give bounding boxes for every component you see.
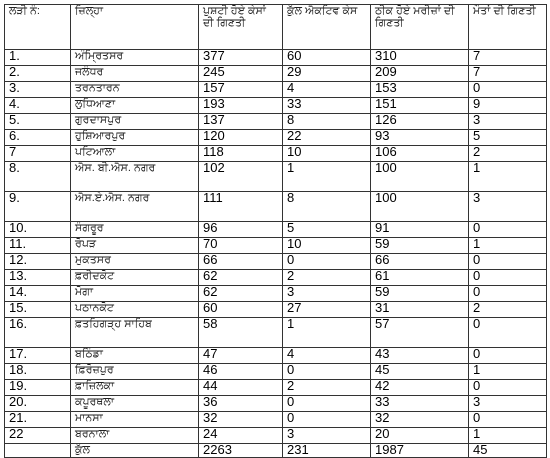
cell-deaths: 0 bbox=[469, 412, 547, 428]
cell-active: 60 bbox=[283, 50, 371, 66]
cell-serial: 14. bbox=[5, 286, 71, 302]
cell-deaths: 5 bbox=[469, 130, 547, 146]
cell-serial: 7 bbox=[5, 146, 71, 162]
cell-deaths: 0 bbox=[469, 286, 547, 302]
table-row bbox=[5, 130, 547, 146]
cell-serial: 20. bbox=[5, 396, 71, 412]
cell-serial: 10. bbox=[5, 222, 71, 238]
cell-confirmed: 32 bbox=[199, 412, 283, 428]
district-name: ਗੁਰਦਾਸਪੁਰ bbox=[75, 114, 122, 126]
cell-active: 27 bbox=[283, 302, 371, 318]
cell-recovered: 310 bbox=[371, 50, 469, 66]
table-row bbox=[5, 318, 547, 348]
cell-recovered: 42 bbox=[371, 380, 469, 396]
cell-district bbox=[71, 146, 199, 162]
cell-confirmed: 47 bbox=[199, 348, 283, 364]
cell-serial: 3. bbox=[5, 82, 71, 98]
cell-deaths: 2 bbox=[469, 302, 547, 318]
cell-serial: 18. bbox=[5, 364, 71, 380]
cell-active: 3 bbox=[283, 286, 371, 302]
cell-serial: 2. bbox=[5, 66, 71, 82]
cell-deaths: 0 bbox=[469, 222, 547, 238]
cell-serial: 13. bbox=[5, 270, 71, 286]
cell-recovered: 126 bbox=[371, 114, 469, 130]
cell-deaths: 1 bbox=[469, 238, 547, 254]
cell-serial bbox=[5, 444, 71, 458]
table-row bbox=[5, 50, 547, 66]
cell-recovered: 91 bbox=[371, 222, 469, 238]
cell-confirmed: 111 bbox=[199, 192, 283, 222]
table-row bbox=[5, 348, 547, 364]
cell-total-deaths: 45 bbox=[469, 444, 547, 458]
cell-recovered: 100 bbox=[371, 162, 469, 192]
cell-deaths: 3 bbox=[469, 192, 547, 222]
cell-district bbox=[71, 98, 199, 114]
cell-deaths: 1 bbox=[469, 428, 547, 444]
cell-active: 2 bbox=[283, 380, 371, 396]
table-row bbox=[5, 364, 547, 380]
cell-serial: 15. bbox=[5, 302, 71, 318]
district-name: ਮੋਗਾ bbox=[75, 286, 94, 298]
table-row bbox=[5, 302, 547, 318]
cell-serial: 4. bbox=[5, 98, 71, 114]
cell-confirmed: 96 bbox=[199, 222, 283, 238]
cell-recovered: 93 bbox=[371, 130, 469, 146]
cell-district bbox=[71, 254, 199, 270]
cell-serial: 11. bbox=[5, 238, 71, 254]
cell-active: 33 bbox=[283, 98, 371, 114]
district-name: ਮੁਕਤਸਰ bbox=[75, 254, 111, 266]
cell-total-recovered: 1987 bbox=[371, 444, 469, 458]
cell-active: 1 bbox=[283, 162, 371, 192]
cell-confirmed: 70 bbox=[199, 238, 283, 254]
district-name: ਤਰਨਤਾਰਨ bbox=[75, 82, 120, 94]
header-active: ਕੁੱਲ ਐਕਟਿਵ ਕੇਸ bbox=[283, 5, 371, 50]
cell-serial: 21. bbox=[5, 412, 71, 428]
cell-serial: 22 bbox=[5, 428, 71, 444]
cell-deaths: 9 bbox=[469, 98, 547, 114]
cell-serial: 12. bbox=[5, 254, 71, 270]
cell-serial: 17. bbox=[5, 348, 71, 364]
cell-deaths: 0 bbox=[469, 82, 547, 98]
cell-confirmed: 193 bbox=[199, 98, 283, 114]
cell-recovered: 31 bbox=[371, 302, 469, 318]
cell-active: 4 bbox=[283, 348, 371, 364]
cell-recovered: 151 bbox=[371, 98, 469, 114]
header-confirmed: ਪੁਸ਼ਟੀ ਹੋਏ ਕੇਸਾਂ ਦੀ ਗਿਣਤੀ bbox=[199, 5, 283, 50]
cell-district bbox=[71, 270, 199, 286]
cell-recovered: 59 bbox=[371, 238, 469, 254]
cell-deaths: 1 bbox=[469, 364, 547, 380]
header-serial: ਲੜੀ ਨੰ: bbox=[5, 5, 71, 50]
cell-active: 0 bbox=[283, 412, 371, 428]
cell-district bbox=[71, 348, 199, 364]
cell-deaths: 2 bbox=[469, 146, 547, 162]
cell-active: 22 bbox=[283, 130, 371, 146]
cell-confirmed: 24 bbox=[199, 428, 283, 444]
district-name: ਸੰਗਰੂਰ bbox=[75, 222, 104, 234]
table-row bbox=[5, 396, 547, 412]
cell-deaths: 3 bbox=[469, 114, 547, 130]
cell-confirmed: 62 bbox=[199, 270, 283, 286]
cell-district bbox=[71, 364, 199, 380]
table-row bbox=[5, 238, 547, 254]
table-header-row bbox=[5, 5, 547, 50]
cell-confirmed: 60 bbox=[199, 302, 283, 318]
cell-recovered: 32 bbox=[371, 412, 469, 428]
cell-total-confirmed: 2263 bbox=[199, 444, 283, 458]
district-covid-table bbox=[4, 4, 547, 458]
cell-district bbox=[71, 222, 199, 238]
cell-active: 2 bbox=[283, 270, 371, 286]
cell-confirmed: 245 bbox=[199, 66, 283, 82]
district-name: ਪਟਿਆਲਾ bbox=[75, 146, 116, 158]
cell-confirmed: 157 bbox=[199, 82, 283, 98]
cell-confirmed: 66 bbox=[199, 254, 283, 270]
cell-recovered: 33 bbox=[371, 396, 469, 412]
cell-active: 10 bbox=[283, 146, 371, 162]
cell-deaths: 7 bbox=[469, 66, 547, 82]
cell-district bbox=[71, 380, 199, 396]
table-row bbox=[5, 428, 547, 444]
table-row bbox=[5, 114, 547, 130]
cell-recovered: 153 bbox=[371, 82, 469, 98]
cell-active: 3 bbox=[283, 428, 371, 444]
cell-confirmed: 377 bbox=[199, 50, 283, 66]
total-row bbox=[5, 444, 547, 458]
cell-district bbox=[71, 412, 199, 428]
table-row bbox=[5, 82, 547, 98]
cell-deaths: 1 bbox=[469, 162, 547, 192]
cell-recovered: 57 bbox=[371, 318, 469, 348]
cell-confirmed: 120 bbox=[199, 130, 283, 146]
cell-district bbox=[71, 302, 199, 318]
district-name: ਮਾਨਸਾ bbox=[75, 412, 103, 424]
cell-serial: 1. bbox=[5, 50, 71, 66]
cell-active: 29 bbox=[283, 66, 371, 82]
cell-district bbox=[71, 192, 199, 222]
table-row bbox=[5, 270, 547, 286]
cell-district bbox=[71, 286, 199, 302]
header-district: ਜ਼ਿਲ੍ਹਾ bbox=[71, 5, 199, 50]
cell-recovered: 59 bbox=[371, 286, 469, 302]
cell-confirmed: 62 bbox=[199, 286, 283, 302]
cell-confirmed: 58 bbox=[199, 318, 283, 348]
cell-confirmed: 137 bbox=[199, 114, 283, 130]
table-row bbox=[5, 98, 547, 114]
cell-serial: 8. bbox=[5, 162, 71, 192]
district-name: ਫ਼ਾਜ਼ਿਲਕਾ bbox=[75, 380, 115, 392]
cell-district bbox=[71, 318, 199, 348]
cell-total-active: 231 bbox=[283, 444, 371, 458]
district-name: ਫ਼ਿਰੋਜ਼ਪੁਰ bbox=[75, 364, 114, 376]
cell-recovered: 43 bbox=[371, 348, 469, 364]
cell-confirmed: 46 bbox=[199, 364, 283, 380]
district-name: ਰੋਪੜ bbox=[75, 238, 97, 250]
district-name: ਬਠਿੰਡਾ bbox=[75, 348, 103, 360]
cell-confirmed: 44 bbox=[199, 380, 283, 396]
district-name: ਬਰਨਾਲਾ bbox=[75, 428, 110, 440]
district-name: ਐਸ.ਏ.ਐਸ. ਨਗਰ bbox=[75, 192, 150, 204]
cell-active: 0 bbox=[283, 254, 371, 270]
district-name: ਪਠਾਨਕੋਟ bbox=[75, 302, 114, 314]
cell-district bbox=[71, 396, 199, 412]
cell-district bbox=[71, 238, 199, 254]
header-recovered: ਠੀਕ ਹੋਏ ਮਰੀਜ਼ਾਂ ਦੀ ਗਿਣਤੀ bbox=[371, 5, 469, 50]
cell-deaths: 0 bbox=[469, 318, 547, 348]
cell-recovered: 209 bbox=[371, 66, 469, 82]
district-name: ਐਸ. ਬੀ.ਐਸ. ਨਗਰ bbox=[75, 162, 156, 174]
cell-district bbox=[71, 50, 199, 66]
cell-recovered: 45 bbox=[371, 364, 469, 380]
district-name: ਹੁਸ਼ਿਆਰਪੁਰ bbox=[75, 130, 126, 142]
cell-recovered: 61 bbox=[371, 270, 469, 286]
district-table-page bbox=[4, 4, 546, 457]
cell-active: 10 bbox=[283, 238, 371, 254]
cell-active: 4 bbox=[283, 82, 371, 98]
cell-serial: 19. bbox=[5, 380, 71, 396]
cell-active: 0 bbox=[283, 364, 371, 380]
cell-serial: 5. bbox=[5, 114, 71, 130]
district-name: ਫ਼ਰੀਦਕੋਟ bbox=[75, 270, 115, 282]
cell-confirmed: 118 bbox=[199, 146, 283, 162]
table-row bbox=[5, 162, 547, 192]
cell-district bbox=[71, 114, 199, 130]
cell-confirmed: 36 bbox=[199, 396, 283, 412]
table-body bbox=[5, 50, 547, 458]
cell-recovered: 100 bbox=[371, 192, 469, 222]
cell-deaths: 0 bbox=[469, 348, 547, 364]
cell-deaths: 7 bbox=[469, 50, 547, 66]
cell-active: 8 bbox=[283, 192, 371, 222]
district-name: ਅੰਮ੍ਰਿਤਸਰ bbox=[75, 50, 124, 62]
cell-deaths: 0 bbox=[469, 380, 547, 396]
table-row bbox=[5, 66, 547, 82]
cell-serial: 16. bbox=[5, 318, 71, 348]
cell-deaths: 3 bbox=[469, 396, 547, 412]
cell-active: 8 bbox=[283, 114, 371, 130]
cell-active: 1 bbox=[283, 318, 371, 348]
cell-active: 5 bbox=[283, 222, 371, 238]
table-row bbox=[5, 254, 547, 270]
district-name: ਜਲੰਧਰ bbox=[75, 66, 104, 78]
cell-district bbox=[71, 82, 199, 98]
table-row bbox=[5, 192, 547, 222]
cell-district bbox=[71, 428, 199, 444]
header-deaths: ਮੌਤਾਂ ਦੀ ਗਿਣਤੀ bbox=[469, 5, 547, 50]
table-row bbox=[5, 146, 547, 162]
cell-recovered: 20 bbox=[371, 428, 469, 444]
cell-district bbox=[71, 130, 199, 146]
table-row bbox=[5, 222, 547, 238]
cell-total-label: ਕੁੱਲ bbox=[71, 444, 199, 458]
table-row bbox=[5, 380, 547, 396]
cell-serial: 9. bbox=[5, 192, 71, 222]
cell-district bbox=[71, 162, 199, 192]
table-row bbox=[5, 412, 547, 428]
district-name: ਲੁਧਿਆਣਾ bbox=[75, 98, 116, 110]
cell-district bbox=[71, 66, 199, 82]
cell-active: 0 bbox=[283, 396, 371, 412]
district-name: ਫ਼ਤਹਿਗੜ੍ਹ ਸਾਹਿਬ bbox=[75, 318, 152, 330]
cell-recovered: 106 bbox=[371, 146, 469, 162]
cell-deaths: 0 bbox=[469, 254, 547, 270]
cell-recovered: 66 bbox=[371, 254, 469, 270]
cell-deaths: 0 bbox=[469, 270, 547, 286]
table-row bbox=[5, 286, 547, 302]
cell-confirmed: 102 bbox=[199, 162, 283, 192]
cell-serial: 6. bbox=[5, 130, 71, 146]
district-name: ਕਪੂਰਥਲਾ bbox=[75, 396, 114, 408]
